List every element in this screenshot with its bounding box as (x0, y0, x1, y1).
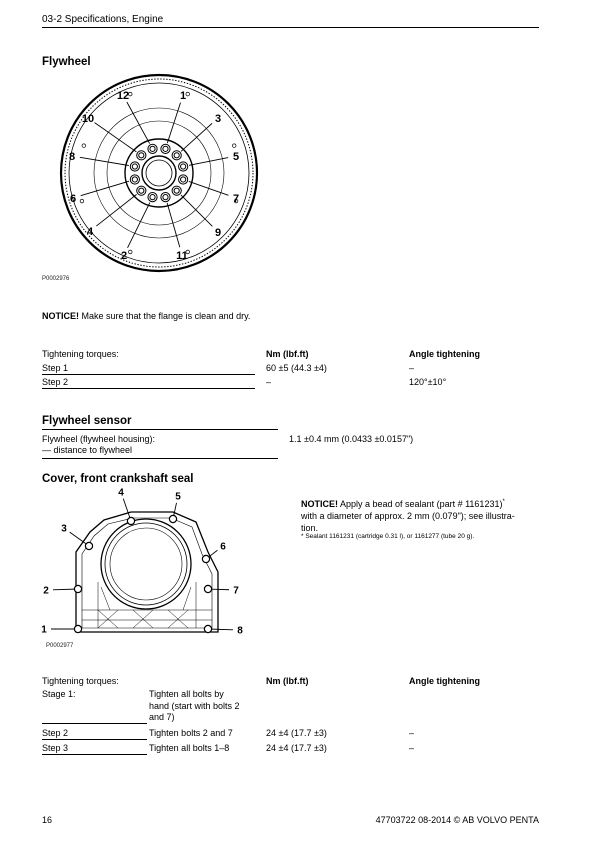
cover-stage-1-label: Stage 1: (42, 689, 76, 699)
flywheel-leader-line (189, 158, 228, 166)
flywheel-bolt-label: 7 (232, 193, 240, 205)
cover-notice-text3: tion. (301, 523, 319, 533)
cover-col-nm: Nm (lbf.ft) (266, 676, 309, 686)
cover-step-2-desc: Tighten bolts 2 and 7 (149, 728, 233, 738)
flywheel-leader-line (96, 194, 136, 226)
cover-leader-line (212, 629, 233, 630)
flywheel-leader-line (181, 195, 212, 226)
cover-bolt (74, 625, 81, 632)
flywheel-bolt-label: 9 (214, 227, 222, 239)
desc-line: Tighten all bolts by (149, 689, 224, 699)
flywheel-rim-hole (80, 199, 84, 203)
flywheel-figure-code: P0002976 (42, 276, 70, 282)
cover-stage-1 (42, 689, 147, 724)
flywheel-leader-line (80, 157, 129, 165)
cover-leader-line (70, 532, 86, 544)
flywheel-bolt-label: 3 (214, 113, 222, 125)
flywheel-torques-label: Tightening torques: (42, 349, 119, 359)
sensor-heading: Flywheel sensor (42, 415, 278, 430)
cover-figure-code: P0002977 (46, 643, 74, 649)
flywheel-bolt-inner (150, 146, 155, 151)
flywheel-bolt-label: 5 (232, 151, 240, 163)
sensor-desc-line2: — distance to flywheel (42, 445, 133, 455)
flywheel-col-angle: Angle tightening (409, 349, 480, 359)
cover-footnote: * Sealant 1161231 (cartridge 0.31 l), or 1161277 (tube 20 g). (301, 533, 475, 540)
cover-notice-text2: with a diameter of approx. 2 mm (0.079"); see illustra- (301, 511, 515, 521)
header-rule (42, 27, 539, 28)
flywheel-rim-hole (186, 92, 190, 96)
flywheel-bolt-inner (132, 177, 137, 182)
cover-bolt-label: 2 (43, 585, 49, 597)
page-header: 03-2 Specifications, Engine (42, 14, 164, 25)
flywheel-leader-line (95, 123, 137, 152)
cover-heading: Cover, front crankshaft seal (42, 473, 194, 485)
flywheel-bolt-inner (150, 195, 155, 200)
cover-bolt (204, 625, 211, 632)
flywheel-bolt-inner (163, 195, 168, 200)
cover-col-angle: Angle tightening (409, 676, 480, 686)
flywheel-bolt-label: 1 (179, 90, 187, 102)
cover-bolt-label: 3 (61, 523, 67, 535)
flywheel-diagram (52, 68, 272, 278)
footer-doc: 47703722 08-2014 © AB VOLVO PENTA (375, 815, 539, 825)
cover-notice-label: NOTICE! (301, 499, 338, 509)
flywheel-step-2: Step 2 (42, 377, 255, 389)
flywheel-step-1-angle: – (409, 363, 415, 373)
flywheel-heading: Flywheel (42, 56, 91, 68)
flywheel-bolt-inner (181, 177, 186, 182)
flywheel-bolt-inner (163, 146, 168, 151)
flywheel-outer-ring (61, 75, 257, 271)
sensor-desc-line1: Flywheel (flywheel housing): (42, 434, 156, 444)
flywheel-bolt-label: 2 (120, 250, 128, 262)
cover-leader-line (212, 589, 229, 590)
flywheel-bolt-inner (174, 188, 179, 193)
flywheel-leader-line (189, 181, 229, 195)
cover-bolt (169, 515, 176, 522)
cover-bolt-label: 4 (118, 487, 124, 499)
cover-step-2-nm: 24 ±4 (17.7 ±3) (266, 728, 327, 738)
cover-bolt (202, 555, 209, 562)
notice-text: Make sure that the flange is clean and dry. (79, 311, 251, 321)
cover-notice (301, 496, 541, 534)
flywheel-bolt-inner (132, 164, 137, 169)
flywheel-bolt-label: 11 (176, 250, 188, 262)
flywheel-step-2-nm: – (266, 377, 272, 387)
flywheel-rim-hole (128, 250, 132, 254)
flywheel-bolt-inner (139, 153, 144, 158)
seal-outer-circle (101, 519, 191, 609)
cover-bolt-label: 7 (233, 585, 239, 597)
desc-line: and 7) (149, 712, 175, 722)
flywheel-bolt-label: 12 (116, 90, 130, 102)
cover-bolt (74, 585, 81, 592)
cover-step-2: Step 2 (42, 728, 147, 740)
flywheel-step-1-nm: 60 ±5 (44.3 ±4) (266, 363, 327, 373)
flywheel-leader-line (128, 203, 150, 248)
flywheel-col-nm: Nm (lbf.ft) (266, 349, 309, 359)
flywheel-notice (42, 310, 262, 322)
cover-step-3-desc: Tighten all bolts 1–8 (149, 743, 230, 753)
flywheel-bolt-inner (139, 188, 144, 193)
cover-step-3-nm: 24 ±4 (17.7 ±3) (266, 743, 327, 753)
flywheel-step-2-angle: 120°±10° (409, 377, 447, 387)
flywheel-bolt-label: 4 (86, 226, 94, 238)
cover-step-3: Step 3 (42, 743, 147, 755)
flywheel-bolt-label: 8 (68, 151, 76, 163)
cover-bolt (204, 585, 211, 592)
cover-stage-1-desc (149, 689, 264, 724)
cover-step-3-angle: – (409, 743, 415, 753)
flywheel-rim-hole (82, 144, 86, 148)
cover-notice-text: Apply a bead of sealant (part # 1161231) (338, 499, 503, 509)
flywheel-bolt-label: 6 (69, 193, 77, 205)
cover-bolt (127, 517, 134, 524)
cover-bolt-label: 1 (41, 624, 47, 636)
flywheel-bolt-inner (174, 153, 179, 158)
flywheel-leader-line (181, 123, 212, 151)
flywheel-leader-line (167, 203, 180, 247)
desc-line: hand (start with bolts 2 (149, 700, 240, 711)
cover-bolt-label: 8 (237, 625, 243, 637)
cover-notice-sup: * (502, 499, 505, 505)
cover-bolt (85, 542, 92, 549)
flywheel-rim-hole (232, 144, 236, 148)
sensor-value: 1.1 ±0.4 mm (0.0433 ±0.0157") (289, 434, 414, 444)
cover-diagram (38, 482, 253, 650)
cover-bolt-label: 5 (175, 491, 181, 503)
notice-label: NOTICE! (42, 311, 79, 321)
flywheel-step-1: Step 1 (42, 363, 255, 375)
cover-leader-line (53, 589, 74, 590)
cover-bolt-label: 6 (220, 541, 226, 553)
cover-outline (76, 512, 218, 632)
cover-torques-label: Tightening torques: (42, 676, 119, 686)
page-number: 16 (42, 815, 53, 825)
sensor-description (42, 434, 278, 459)
cover-step-2-angle: – (409, 728, 415, 738)
cover-leader-line (209, 550, 217, 556)
flywheel-bolt-inner (181, 164, 186, 169)
flywheel-leader-line (81, 181, 129, 196)
flywheel-bolt-label: 10 (81, 113, 95, 125)
